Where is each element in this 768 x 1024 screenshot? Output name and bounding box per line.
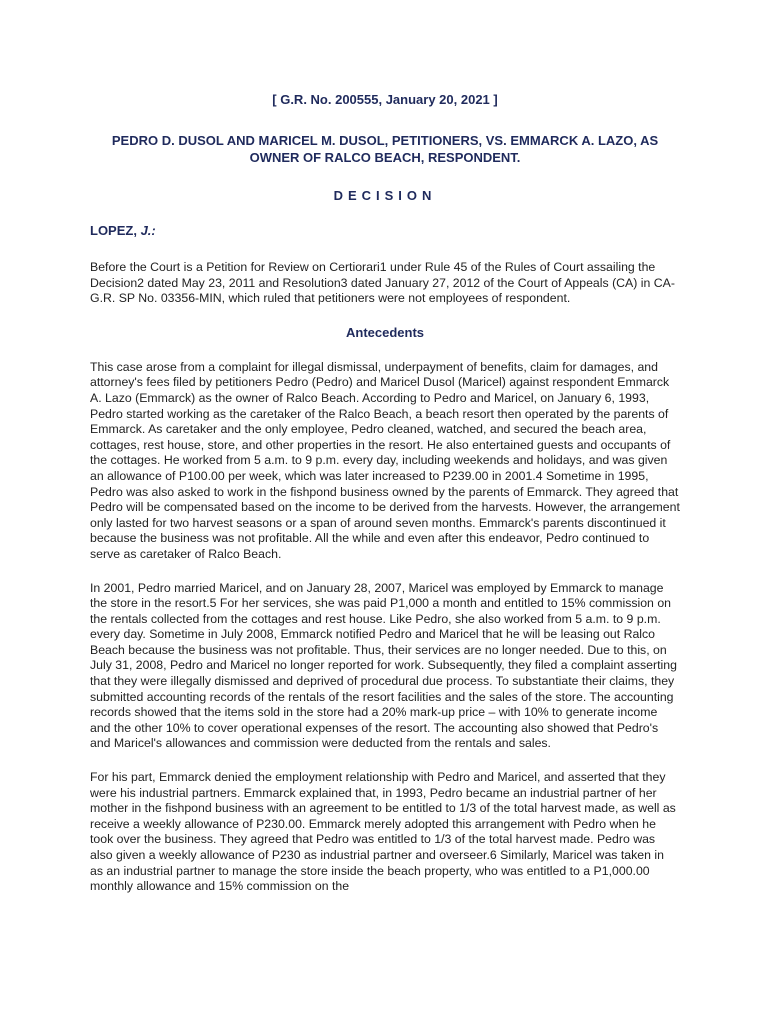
ponente-line (90, 223, 680, 238)
ponente-name: LOPEZ, (90, 223, 141, 238)
body-paragraph-3: For his part, Emmarck denied the employment relationship with Pedro and Maricel, and asserted that they were his industrial partners. Emmarck explained that, in 1993, Pedro became an industrial partner of her mother in the fishpond business with an agreement to be entitled to 1/3 of the total harvest made, as well as receive a weekly allowance of P230.00. Emmarck merely adopted this arrangement with Pedro when he took over the business. They agreed that Pedro was entitled to 1/3 of the total harvest made. Pedro was also given a weekly allowance of P230 as industrial partner and overseer.6 Similarly, Maricel was taken in as an industrial partner to manage the store inside the beach property, who was entitled to a P1,000.00 monthly allowance and 15% commission on the (90, 770, 676, 894)
case-number-heading: [ G.R. No. 200555, January 20, 2021 ] (272, 92, 498, 107)
body-paragraph-1: This case arose from a complaint for illegal dismissal, underpayment of benefits, claim for damages, and attorney's fees filed by petitioners Pedro (Pedro) and Maricel Dusol (Maricel) against respondent Emmarck A. Lazo (Emmarck) as the owner of Ralco Beach. According to Pedro and Maricel, on January 6, 1993, Pedro started working as the caretaker of the Ralco Beach, a beach resort then operated by the parents of Emmarck. As caretaker and the only employee, Pedro cleaned, watched, and secured the beach area, cottages, rest house, store, and other properties in the resort. He also entertained guests and occupants of the cottages. He worked from 5 a.m. to 9 p.m. every day, including weekends and holidays, and was given an allowance of P100.00 per week, which was later increased to P239.00 in 2001.4 Sometime in 1995, Pedro was also asked to work in the fishpond business owned by the parents of Emmarck. They agreed that Pedro will be compensated based on the income to be derived from the harvests. However, the arrangement only lasted for two harvest seasons or a span of around seven months. Emmarck's parents discontinued it because the business was not profitable. All the while and even after this endeavor, Pedro continued to serve as caretaker of Ralco Beach. (90, 359, 680, 561)
ponente-suffix: J.: (140, 223, 156, 238)
antecedents-heading: Antecedents (345, 324, 425, 340)
intro-paragraph: Before the Court is a Petition for Review on Certiorari1 under Rule 45 of the Rules of Court assailing the Decision2 dated May 23, 2011 and Resolution3 dated January 27, 2012 of the Court of Appeals (CA) in CA-G.R. SP No. 03356-MIN, which ruled that petitioners were not employees of respondent. (90, 260, 675, 306)
decision-document (90, 92, 680, 913)
body-paragraph-2: In 2001, Pedro married Maricel, and on January 28, 2007, Maricel was employed by Emmarck to manage the store in the resort.5 For her services, she was paid P1,000 a month and entitled to 15% commission on the rentals collected from the cottages and rest house. Like Pedro, she also worked from 5 a.m. to 9 p.m. every day. Sometime in July 2008, Emmarck notified Pedro and Maricel that he will be leasing out Ralco Beach because the business was not profitable. Thus, their services are no longer needed. Due to this, on July 31, 2008, Pedro and Maricel no longer reported for work. Subsequently, they filed a complaint asserting that they were illegally dismissed and deprived of procedural due process. To substantiate their claims, they submitted accounting records of the rentals of the resort facilities and the sales of the store. The accounting records showed that the items sold in the store had a 20% mark-up price – with 10% to generate income and the other 10% to cover operational expenses of the resort. The accounting also showed that Pedro's and Maricel's allowances and commission were deducted from the rentals and sales. (90, 580, 677, 751)
decision-heading: DECISION (333, 188, 437, 203)
case-parties-heading: PEDRO D. DUSOL AND MARICEL M. DUSOL, PETITIONERS, VS. EMMARCK A. LAZO, AS OWNER OF RALCO BEACH, RESPONDENT. (111, 133, 659, 165)
